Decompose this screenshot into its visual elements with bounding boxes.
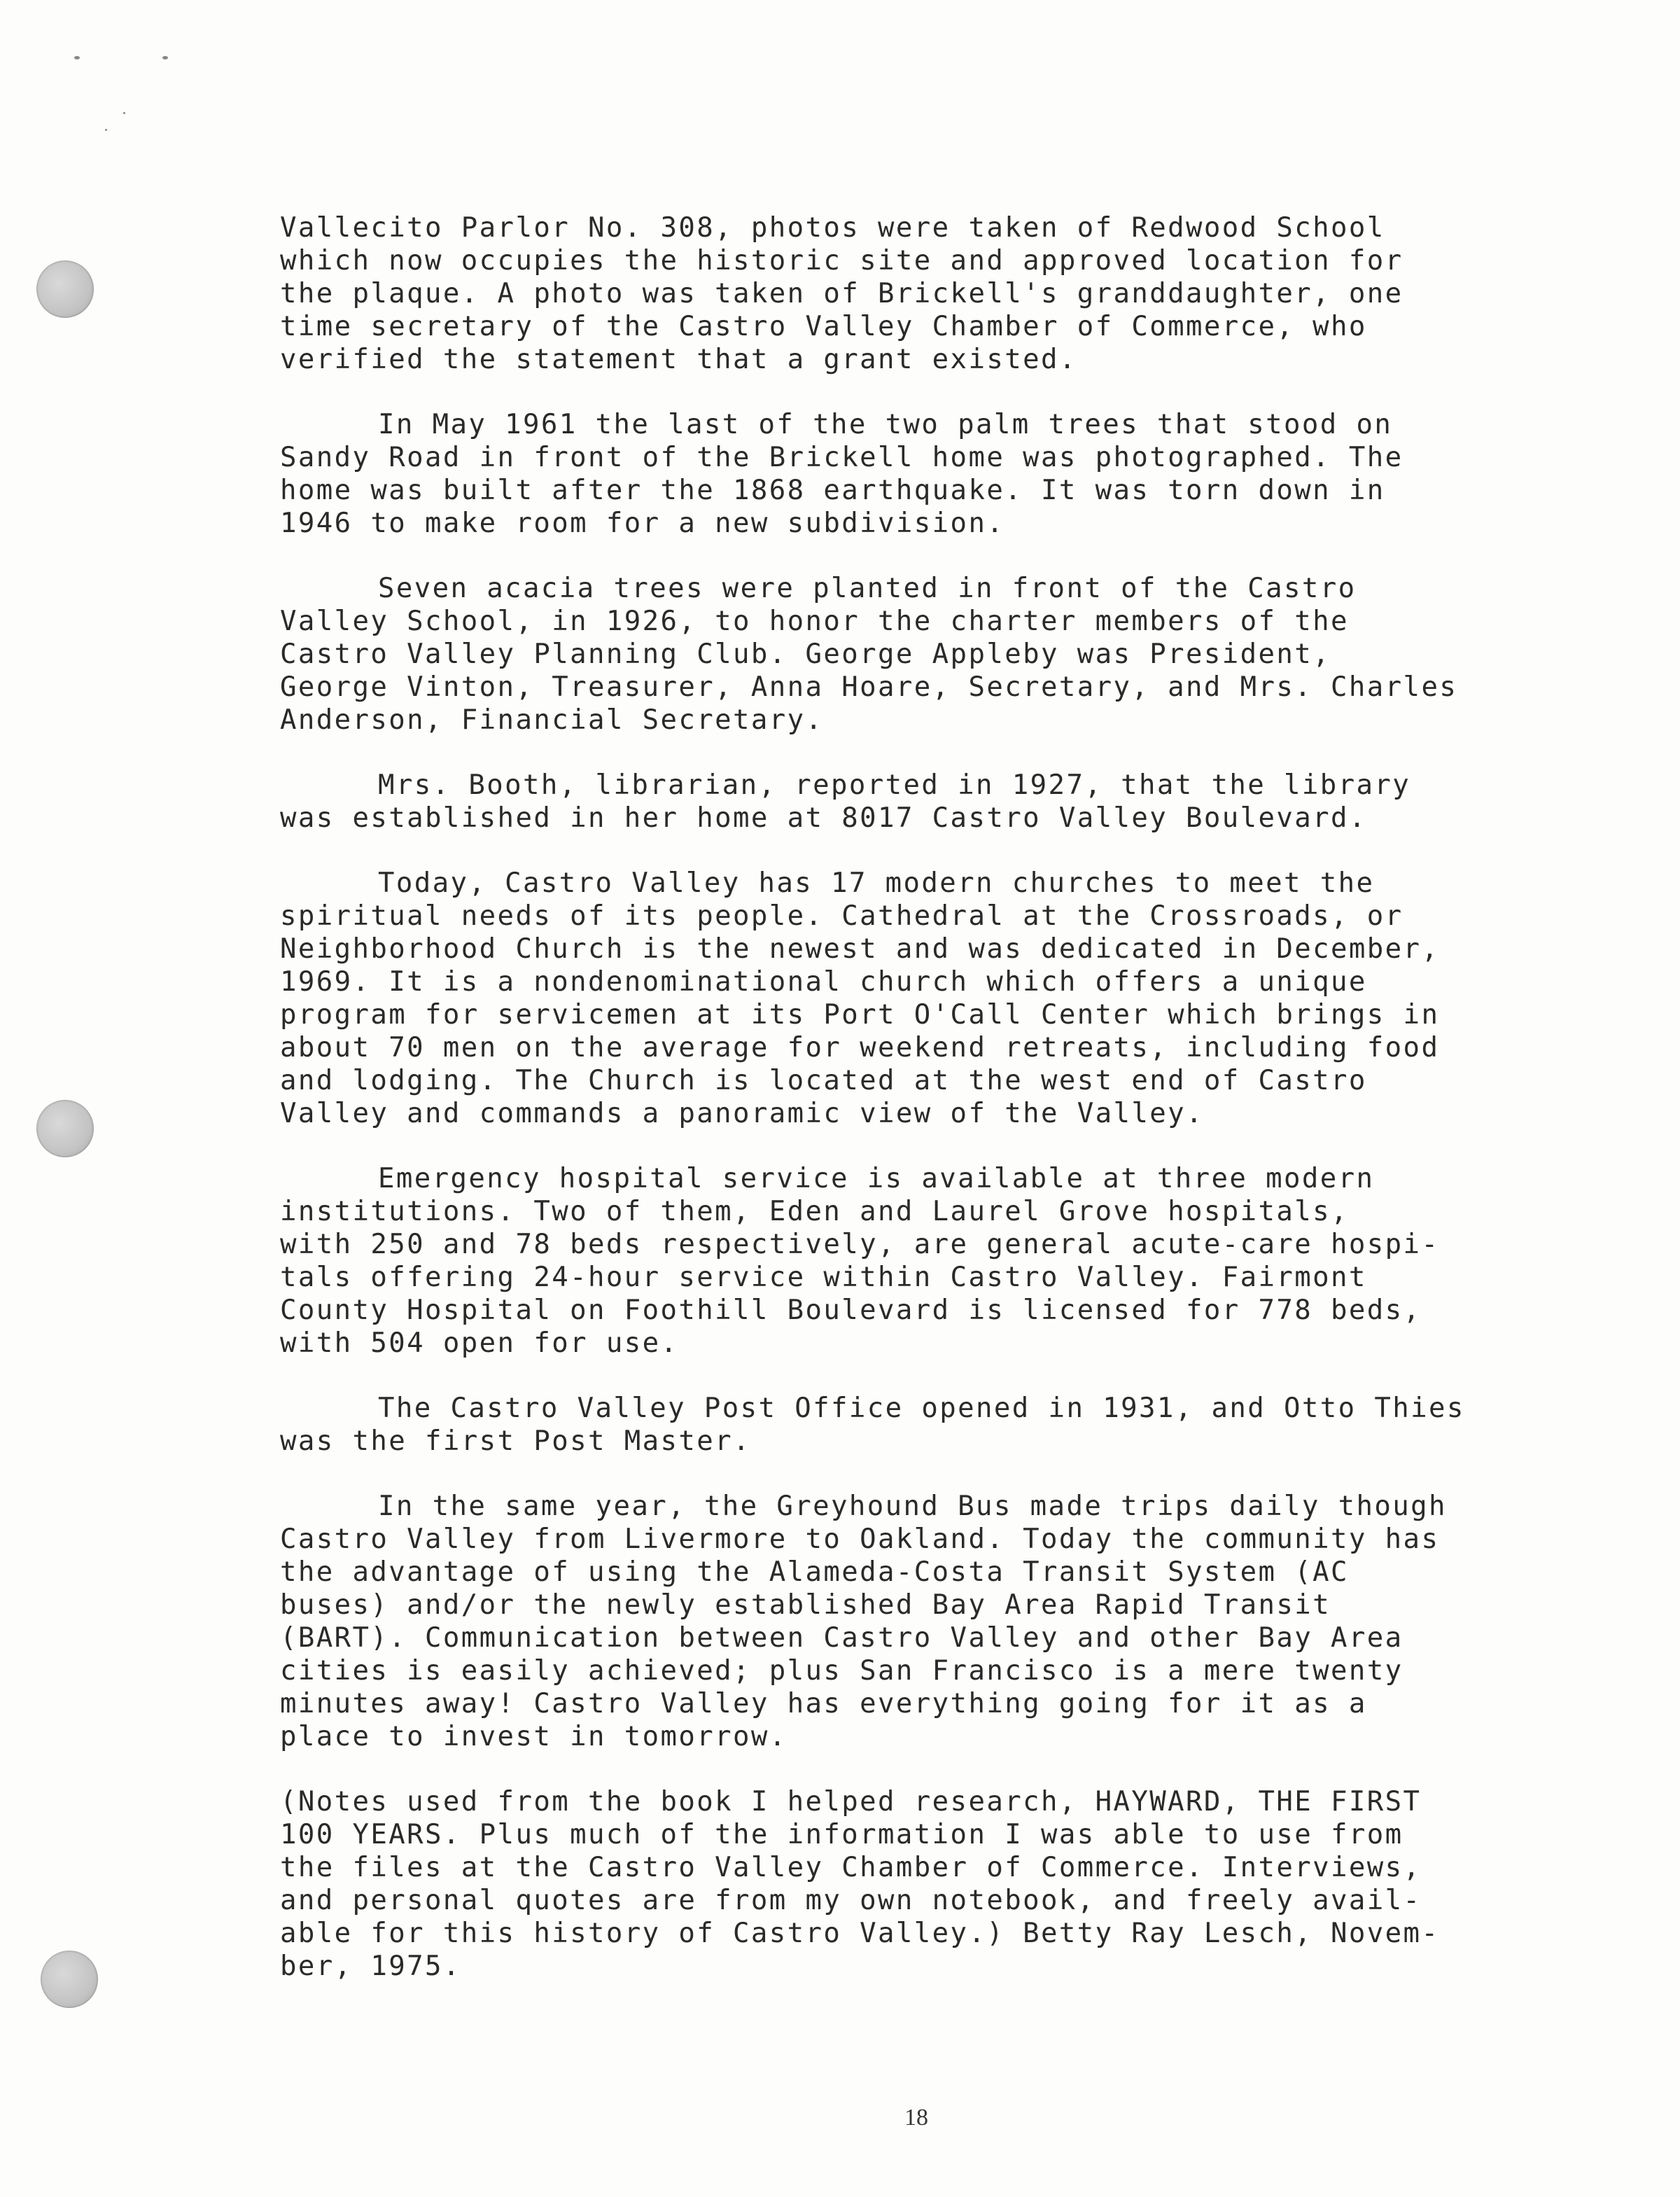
body-text — [280, 211, 1596, 2015]
scan-speck — [123, 112, 125, 114]
binder-hole — [41, 1951, 98, 2008]
paragraph-churches: Today, Castro Valley has 17 modern churches to meet the spiritual needs of its people. Cathedral at the Crossroads, or Neighborhood Church is the newest and was dedicated in December, 1969. It is a nondenominational church which offers a unique program for servicemen at its Port O'Call Center which brings in about 70 men on the average for weekend retreats, including food and lodging. The Church is located at the west end of Castro Valley and commands a panoramic view of the Valley. — [280, 867, 1440, 1129]
paragraph-hospitals: Emergency hospital service is available at three modern institutions. Two of them, Eden and Laurel Grove hospitals, with 250 and 78 beds respectively, are general acute-care hospi- tals offering 24-hour service within Castro Valley. Fairmont County Hospital on Foothill Boulevard is licensed for 778 beds, with 504 open for use. — [280, 1163, 1440, 1359]
scan-speck — [105, 129, 107, 131]
page-number: 18 — [904, 2105, 928, 2130]
paragraph-post-office: The Castro Valley Post Office opened in 1931, and Otto Thies was the first Post Master. — [280, 1393, 1465, 1457]
paragraph-transit: In the same year, the Greyhound Bus made trips daily though Castro Valley from Livermore to Oakland. Today the community has the advantage of using the Alameda-Costa Transit System (AC buses) and/or the newly established Bay Area Rapid Transit (BART). Communication between Castro Valley and other Bay Area cities is easily achieved; plus San Francisco is a mere twenty minutes away! Castro Valley has everything going for it as a place to invest in tomorrow. — [280, 1491, 1447, 1752]
paragraph-acacia-trees: Seven acacia trees were planted in front of the Castro Valley School, in 1926, to honor the charter members of the Castro Valley Planning Club. George Appleby was President, George Vinton, Treasurer, Anna Hoare, Secretary, and Mrs. Charles Anderson, Financial Secretary. — [280, 573, 1458, 736]
scan-speck — [162, 56, 168, 60]
binder-hole — [36, 260, 94, 318]
paragraph-vallecito-parlor: Vallecito Parlor No. 308, photos were taken of Redwood School which now occupies the historic site and approved location for the plaque. A photo was taken of Brickell's granddaughter, one time secretary of the Castro Valley Chamber of Commerce, who verified the statement that a grant existed. — [280, 212, 1404, 375]
scan-speck — [74, 56, 80, 60]
paragraph-palm-trees: In May 1961 the last of the two palm trees that stood on Sandy Road in front of the Brickell home was photographed. The home was built after the 1868 earthquake. It was torn down in 1946 to make room for a new subdivision. — [280, 409, 1404, 539]
paragraph-library: Mrs. Booth, librarian, reported in 1927, that the library was established in her home at 8017 Castro Valley Boulevard. — [280, 769, 1411, 834]
paragraph-notes: (Notes used from the book I helped research, HAYWARD, THE FIRST 100 YEARS. Plus much of the information I was able to use from the files at the Castro Valley Chamber of Commerce. Interviews, and personal quotes are from my own notebook, and freely avail- able for this history of Castro Valley.) Betty Ray Lesch, Novem- ber, 1975. — [280, 1786, 1440, 1982]
binder-hole — [36, 1100, 94, 1157]
